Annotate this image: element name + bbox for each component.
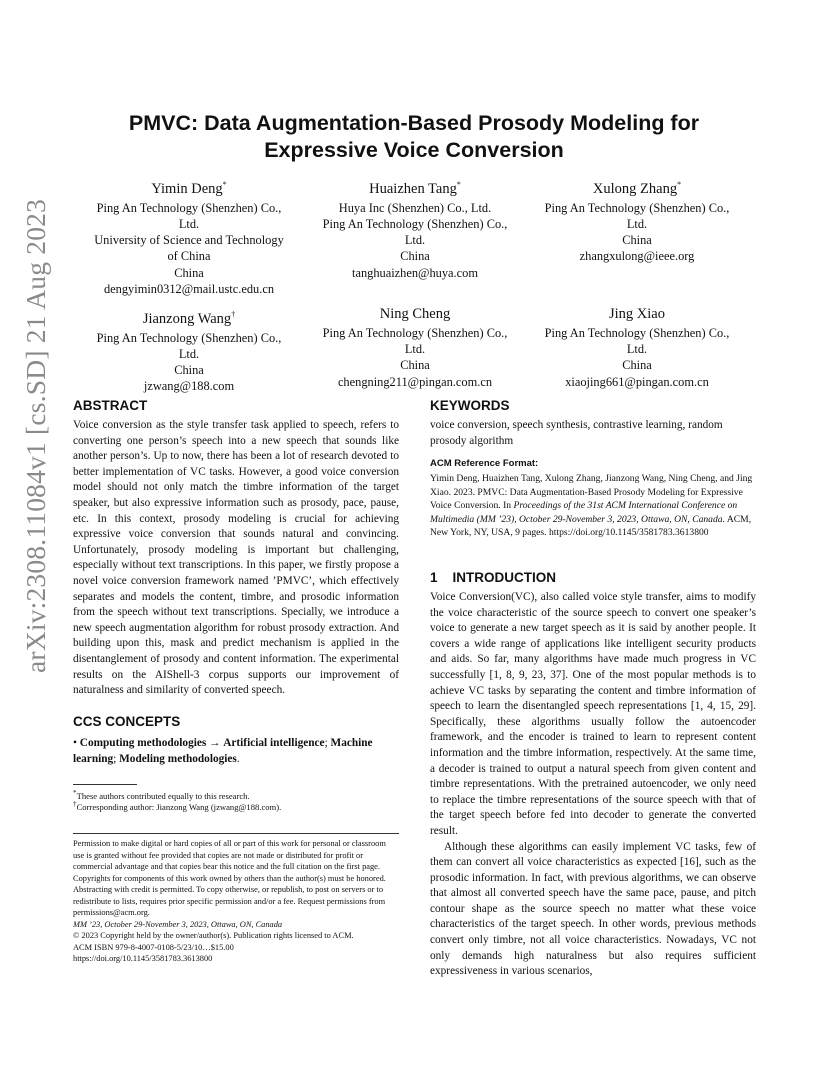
affiliation: Ltd. — [626, 342, 648, 357]
affiliation: China — [622, 358, 652, 373]
ccs-heading: CCS CONCEPTS — [73, 714, 181, 729]
author-email: dengyimin0312@mail.ustc.edu.cn — [103, 281, 275, 296]
paper-title: PMVC: Data Augmentation-Based Prosody Modeling for Expressive Voice Conversion — [128, 111, 700, 162]
affiliation: China — [174, 265, 204, 280]
isbn-line: ACM ISBN 979-8-4007-0108-5/23/10…$15.00 — [73, 942, 234, 952]
author-block — [77, 175, 301, 297]
affiliation: Ping An Technology (Shenzhen) Co., — [322, 326, 508, 340]
keywords-text: voice conversion, speech synthesis, contrastive learning, random prosody algorithm — [430, 419, 723, 447]
intro-paragraph: Although these algorithms can easily implement VC tasks, few of them can convert all voice characteristics as expected [16], such as the prosodic information. In fact, with previous algorithms, we can observe that almost all converted speech have the same pace, pause, and pitch contour shape as the source speech no matter what these voice characteristics of the target speech. In other words, previous methods convert only timbre, not all voice characteristics. Nowadays, VC not only demands high naturalness but also requires sufficient expressiveness in various scenarios, — [430, 840, 756, 978]
author-name: Jing Xiao — [609, 306, 665, 322]
author-block — [525, 175, 749, 265]
affiliation: Ltd. — [626, 217, 648, 232]
affiliation: China — [174, 363, 204, 378]
ccs-concepts: • Computing methodologies → Artificial intelligence; Machine learning; Modeling methodologies. — [73, 737, 373, 765]
abstract-heading: ABSTRACT — [73, 398, 148, 413]
keywords-heading: KEYWORDS — [430, 398, 510, 413]
affiliation: China — [400, 358, 430, 373]
acm-reference-text: Yimin Deng, Huaizhen Tang, Xulong Zhang, Jianzong Wang, Ning Cheng, and Jing Xiao. 2023. PMVC: Data Augmentation-Based Prosody Modeling for Expressive Voice Conversion. In Proceedings of the 31st ACM International Conference on Multimedia (MM ’23), October 29-November 3, 2023, Ottawa, ON, Canada. ACM, New York, NY, USA, 9 pages. https://doi.org/10.1145/3581783.3613800 — [430, 473, 753, 539]
affiliation: Ltd. — [404, 342, 426, 357]
affiliation: Ltd. — [178, 347, 200, 362]
author-name: Yimin Deng* — [151, 180, 227, 197]
author-block — [77, 305, 301, 395]
author-name: Xulong Zhang* — [592, 180, 682, 197]
author-email: chengning211@pingan.com.cn — [337, 374, 493, 389]
introduction-heading: 1 INTRODUCTION — [430, 570, 557, 585]
footnote: *These authors contributed equally to this research. — [73, 789, 250, 801]
author-block — [303, 175, 527, 281]
venue-line: MM ’23, October 29-November 3, 2023, Ottawa, ON, Canada — [73, 919, 283, 929]
author-email: xiaojing661@pingan.com.cn — [565, 374, 709, 389]
footnote: †Corresponding author: Jianzong Wang (jzwang@188.com). — [73, 800, 282, 812]
affiliation: Huya Inc (Shenzhen) Co., Ltd. — [338, 200, 492, 215]
affiliation: Ping An Technology (Shenzhen) Co., — [96, 200, 282, 215]
author-email: zhangxulong@ieee.org — [579, 249, 695, 264]
affiliation: Ltd. — [404, 233, 426, 248]
introduction-body — [430, 590, 756, 980]
permission-text: Permission to make digital or hard copies of all or part of this work for personal or classroom use is granted without fee provided that copies are not made or distributed for profit or commercial advantage and that copies bear this notice and the full citation on the first page. Copyrights for components of this work owned by others than the author(s) must be honored. Abstracting with credit is permitted. To copy otherwise, or republish, to post on servers or to redistribute to lists, requires prior specific permission and/or a fee. Request permissions from permissions@acm.org. — [73, 839, 386, 918]
author-block — [525, 305, 749, 390]
affiliation: Ping An Technology (Shenzhen) Co., — [96, 330, 282, 345]
author-email: tanghuaizhen@huya.com — [352, 265, 478, 280]
copyright-line: © 2023 Copyright held by the owner/author(s). Publication rights licensed to ACM. — [73, 931, 354, 941]
footnote-divider — [73, 784, 137, 785]
author-name: Jianzong Wang† — [142, 310, 236, 327]
doi-link[interactable]: https://doi.org/10.1145/3581783.3613800 — [73, 954, 213, 964]
acm-reference-heading: ACM Reference Format: — [430, 458, 539, 469]
affiliation: China — [400, 249, 430, 264]
affiliation: of China — [167, 249, 211, 264]
author-name: Ning Cheng — [379, 306, 451, 322]
permission-block — [73, 838, 399, 965]
intro-paragraph: Voice Conversion(VC), also called voice style transfer, aims to modify the voice characteristic of the source speech to convert one speaker’s voice to generate a new target speech as it is said by another people. It covers a wide range of applications like intelligent security products and aids. So far, many algorithms have made much progress in VC successfully [1, 8, 9, 23, 37]. One of the most popular methods is to achieve VC tasks by separating the content and timbre information of speech to learn the disentangled speech representations [1, 4, 15, 29]. Specifically, these algorithms usually follow the autoencoder framework, and the encoder is trained to learn to represent content information and the timbre information, respectively. At the same time, a decoder is trained to output a natural speech from given content and timbre representations. With the pretrained autoencoder, we only need to replace the timbre representations of the source speech with that of the target speech before fed into decoder to generate the converted result. — [430, 591, 756, 837]
affiliation: University of Science and Technology — [94, 233, 284, 248]
abstract-text: Voice conversion as the style transfer task applied to speech, refers to converting one person’s speech into a new speech that sounds like another person’s. Up to now, there has been a lot of research devoted to better implementation of VC tasks. However, a good voice conversion model should not only match the timbre information of the target speaker, but also expressive information such as prosody, pace, pause, etc. In this context, prosody modeling is crucial for achieving expressive voice conversion that sounds natural and convincing. Unfortunately, prosody modeling is important but challenging, especially without text transcriptions. In this paper, we firstly propose a novel voice conversion framework named ’PMVC’, which effectively separates and models the content, timbre, and prosodic information from the speech without text transcriptions. Specially, we introduce a new speech augmentation algorithm for robust prosody extraction. And building upon this, mask and predict mechanism is applied in the disentanglement of prosody and content information. The experimental results on the AIShell-3 corpus supports our improvement of naturalness and similarity of converted speech. — [73, 419, 399, 697]
affiliation: Ping An Technology (Shenzhen) Co., — [322, 217, 508, 232]
author-block — [303, 305, 527, 390]
author-email: jzwang@188.com — [143, 379, 235, 394]
author-name: Huaizhen Tang* — [369, 180, 461, 197]
arxiv-side-stamp: arXiv:2308.11084v1 [cs.SD] 21 Aug 2023 — [20, 198, 51, 673]
affiliation: Ping An Technology (Shenzhen) Co., — [544, 200, 730, 215]
affiliation: Ltd. — [178, 217, 200, 232]
permission-divider — [73, 833, 399, 834]
affiliation: China — [622, 233, 652, 248]
affiliation: Ping An Technology (Shenzhen) Co., — [544, 326, 730, 340]
